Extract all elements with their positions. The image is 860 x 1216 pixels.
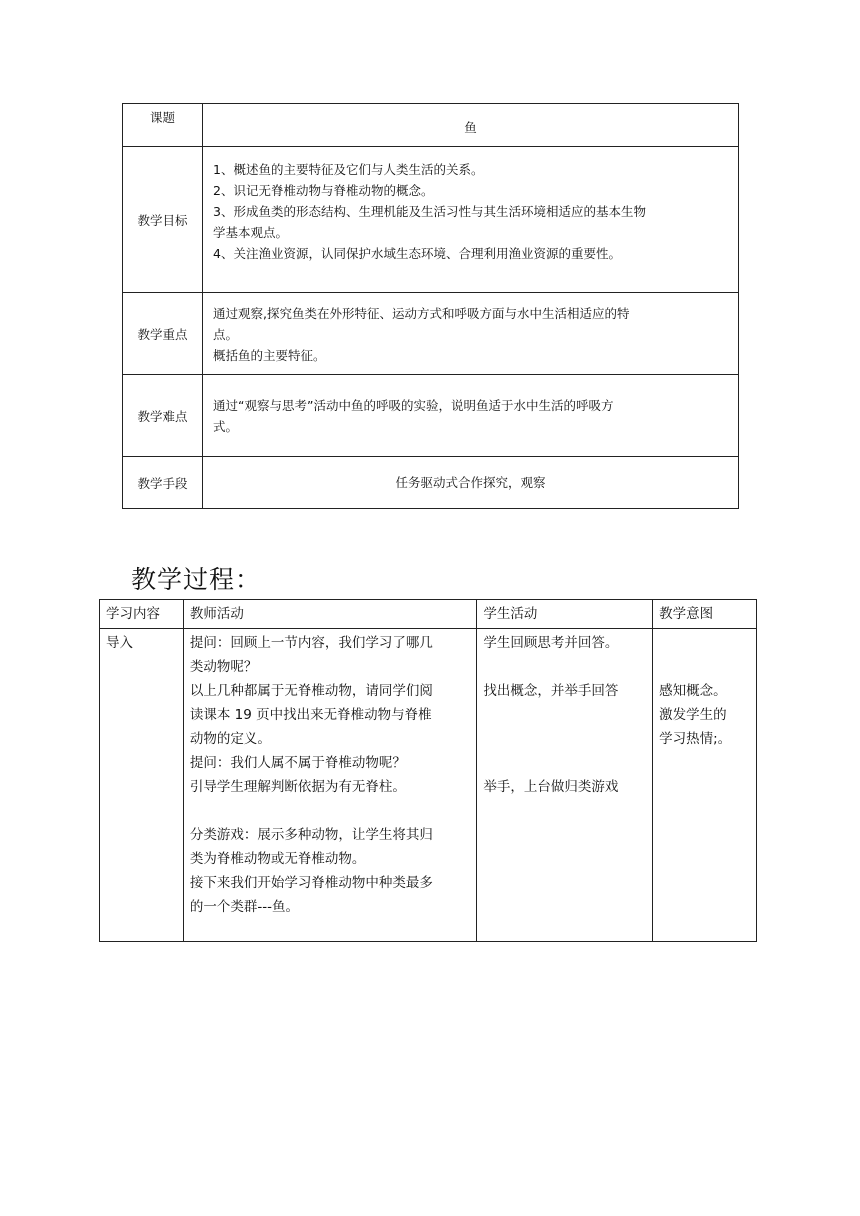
goal-line: 3、形成鱼类的形态结构、生理机能及生活习性与其生活环境相适应的基本生物 <box>213 204 646 219</box>
key-point-line: 点。 <box>213 327 239 342</box>
teacher-line: 类为脊椎动物或无脊椎动物。 <box>189 851 366 867</box>
intent-line: 激发学生的 <box>659 707 727 723</box>
teacher-line: 引导学生理解判断依据为有无脊柱。 <box>189 779 406 795</box>
student-line: 找出概念，并举手回答 <box>483 683 619 699</box>
topic-label: 课题 <box>123 104 203 147</box>
goal-line: 1、概述鱼的主要特征及它们与人类生活的关系。 <box>213 162 484 177</box>
means-value: 任务驱动式合作探究，观察 <box>203 457 739 509</box>
intent-cell <box>653 629 757 942</box>
goals-label: 教学目标 <box>123 147 203 293</box>
teacher-activity-cell <box>183 629 476 942</box>
difficulties-label: 教学难点 <box>123 375 203 457</box>
topic-row <box>123 104 739 147</box>
difficulty-line: 式。 <box>213 418 239 434</box>
student-activity-cell <box>477 629 653 942</box>
lesson-info-table <box>122 103 739 509</box>
teacher-line: 动物的定义。 <box>189 731 271 747</box>
blank-line <box>659 655 750 679</box>
header-intent: 教学意图 <box>653 600 757 629</box>
blank-line <box>483 655 646 679</box>
teacher-line: 类动物呢？ <box>189 659 258 675</box>
difficulty-line: 通过“观察与思考”活动中鱼的呼吸的实验，说明鱼适于水中生活的呼吸方 <box>213 397 614 413</box>
means-label: 教学手段 <box>123 457 203 509</box>
topic-value: 鱼 <box>203 104 739 147</box>
difficulties-value <box>203 375 739 457</box>
student-line: 举手，上台做归类游戏 <box>483 779 619 795</box>
blank-line <box>483 751 646 775</box>
student-line: 学生回顾思考并回答。 <box>483 635 619 651</box>
intent-line: 感知概念。 <box>659 683 727 699</box>
content-cell: 导入 <box>100 629 184 942</box>
teacher-line: 接下来我们开始学习脊椎动物中种类最多 <box>189 875 433 891</box>
blank-line <box>190 799 470 823</box>
teacher-line: 提问：回顾上一节内容，我们学习了哪几 <box>189 635 433 651</box>
goal-line: 学基本观点。 <box>213 225 289 240</box>
teacher-line: 的一个类群---鱼。 <box>189 899 299 915</box>
intent-line: 学习热情;。 <box>659 731 732 747</box>
process-header-row <box>100 600 757 629</box>
process-table <box>99 599 757 942</box>
means-row <box>123 457 739 509</box>
goals-row <box>123 147 739 293</box>
header-teacher: 教师活动 <box>183 600 476 629</box>
header-student: 学生活动 <box>477 600 653 629</box>
key-points-label: 教学重点 <box>123 293 203 375</box>
header-content: 学习内容 <box>100 600 184 629</box>
goal-line: 2、识记无脊椎动物与脊椎动物的概念。 <box>213 183 434 198</box>
teacher-line: 提问：我们人属不属于脊椎动物呢？ <box>189 755 406 771</box>
key-points-row <box>123 293 739 375</box>
difficulties-row <box>123 375 739 457</box>
goals-value <box>203 147 739 293</box>
key-point-line: 概括鱼的主要特征。 <box>213 348 326 363</box>
process-heading: 教学过程： <box>131 565 262 594</box>
blank-line <box>483 703 646 727</box>
teacher-line: 分类游戏：展示多种动物，让学生将其归 <box>189 827 433 843</box>
blank-line <box>483 727 646 751</box>
blank-line <box>659 631 750 655</box>
goal-line: 4、关注渔业资源，认同保护水域生态环境、合理利用渔业资源的重要性。 <box>213 246 621 261</box>
teacher-line: 以上几种都属于无脊椎动物，请同学们阅 <box>189 683 433 699</box>
teacher-line: 读课本 19 页中找出来无脊椎动物与脊椎 <box>189 707 432 723</box>
key-points-value <box>203 293 739 375</box>
key-point-line: 通过观察,探究鱼类在外形特征、运动方式和呼吸方面与水中生活相适应的特 <box>213 306 630 321</box>
process-row-intro <box>100 629 757 942</box>
